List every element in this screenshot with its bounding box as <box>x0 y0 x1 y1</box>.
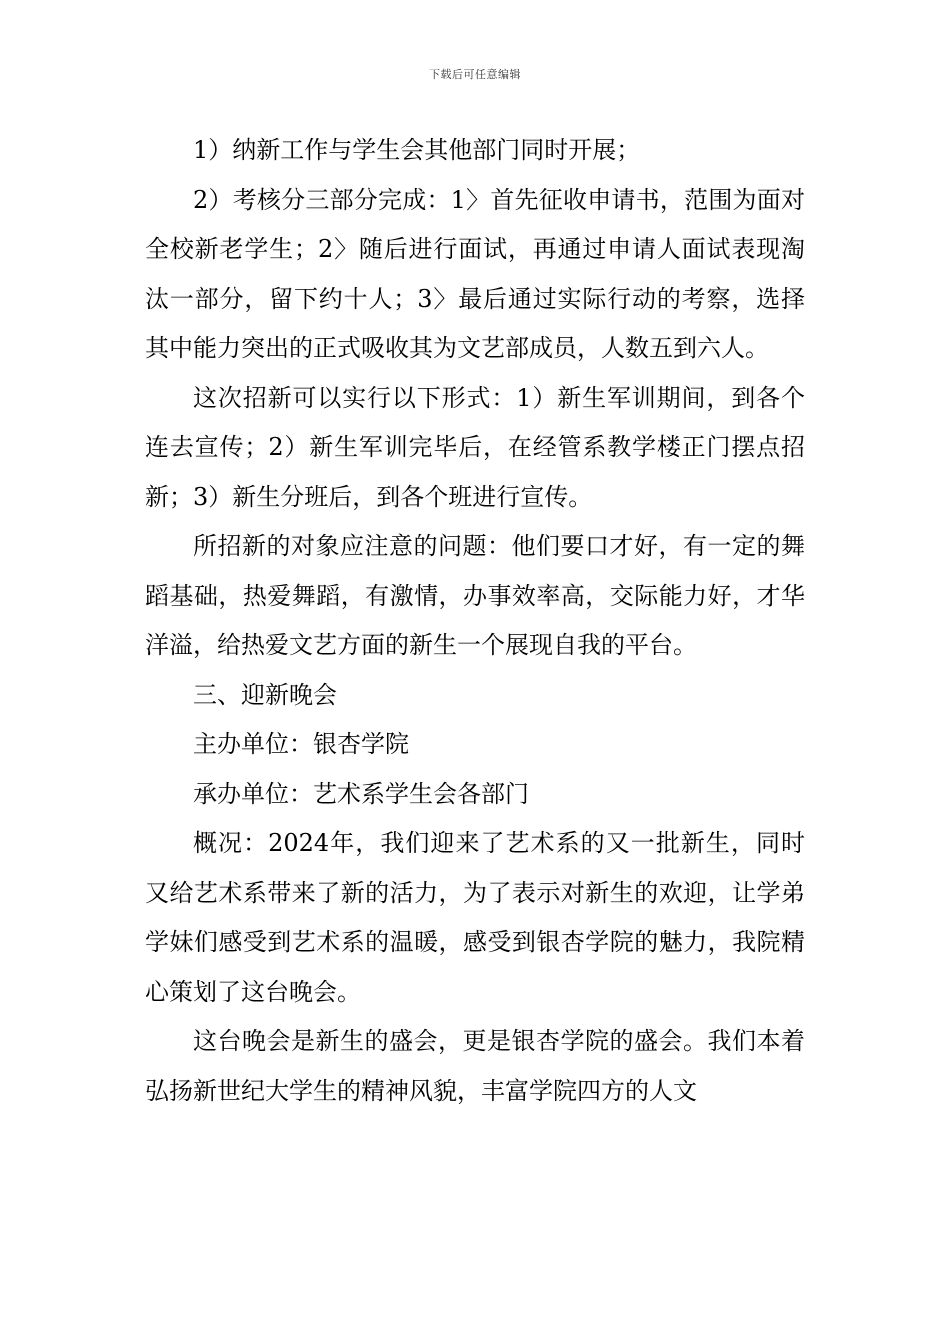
section-heading-welcome-party: 三、迎新晚会 <box>193 680 337 709</box>
document-body <box>145 126 805 1116</box>
paragraph-co-organizer: 承办单位：艺术系学生会各部门 <box>193 779 529 808</box>
page-header: 下载后可任意编辑 <box>429 68 521 81</box>
paragraph-overview: 概况：2024年，我们迎来了艺术系的又一批新生，同时又给艺术系带来了新的活力，为了表示对新生的欢迎，让学弟学妹们感受到艺术系的温暖，感受到银杏学院的魅力，我院精心策划了这台晚会。 <box>145 829 805 1006</box>
paragraph-recruit-timing: 1）纳新工作与学生会其他部门同时开展； <box>193 136 641 164</box>
paragraph-organizer: 主办单位：银杏学院 <box>193 730 409 758</box>
paragraph-recruit-criteria: 所招新的对象应注意的问题：他们要口才好，有一定的舞蹈基础，热爱舞蹈，有激情，办事效率高，交际能力好，才华洋溢，给热爱文艺方面的新生一个展现自我的平台。 <box>145 532 805 659</box>
paragraph-assessment: 2）考核分三部分完成：1〉首先征收申请书，范围为面对全校新老学生；2〉随后进行面试，再通过申请人面试表现淘汰一部分，留下约十人；3〉最后通过实际行动的考察，选择其中能力突出的正式吸收其为文艺部成员，人数五到六人。 <box>145 185 805 362</box>
paragraph-party-purpose: 这台晚会是新生的盛会，更是银杏学院的盛会。我们本着弘扬新世纪大学生的精神风貌，丰富学院四方的人文 <box>145 1027 805 1105</box>
paragraph-recruit-forms: 这次招新可以实行以下形式：1）新生军训期间，到各个连去宣传；2）新生军训完毕后，在经管系教学楼正门摆点招新；3）新生分班后，到各个班进行宣传。 <box>145 383 805 511</box>
